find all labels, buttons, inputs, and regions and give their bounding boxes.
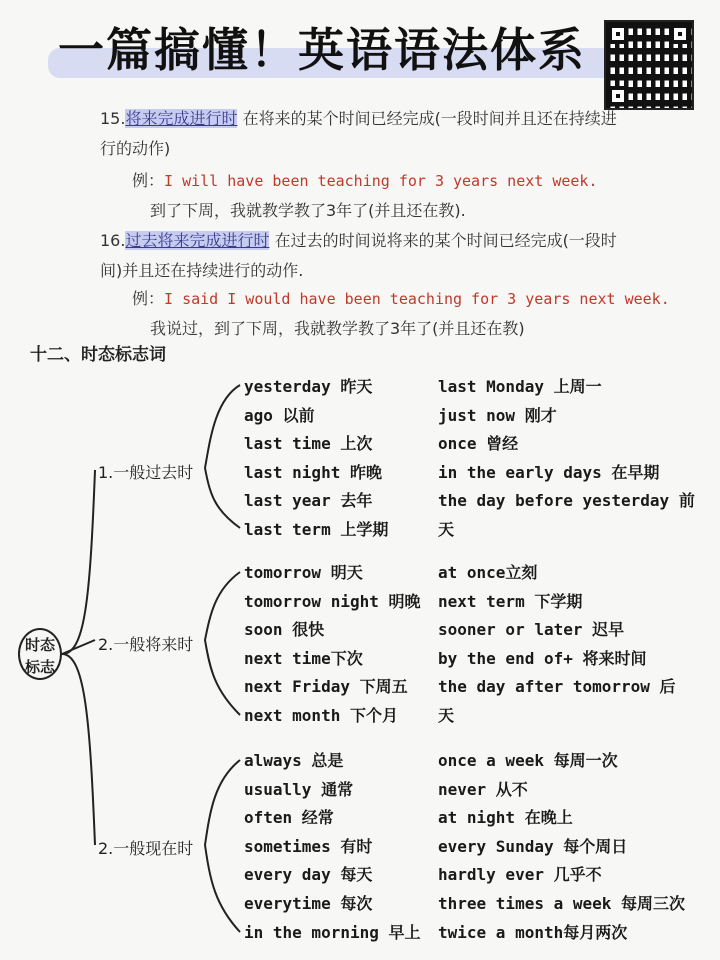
- marker-word: never 从不: [438, 779, 528, 799]
- marker-word: twice a month每月两次: [438, 922, 628, 942]
- item16-example-translation: 我说过，到了下周，我就教学教了3年了(并且还在教): [150, 319, 525, 338]
- marker-word: next time下次: [244, 648, 363, 668]
- marker-word: last term 上学期: [244, 520, 389, 539]
- marker-word: every Sunday 每个周日: [438, 836, 628, 856]
- example-english: I will have been teaching for 3 years next week.: [164, 172, 598, 190]
- marker-word: every day 每天: [244, 865, 373, 885]
- marker-word: 天: [438, 706, 455, 725]
- marker-word: last year 去年: [244, 491, 373, 511]
- marker-word: always 总是: [244, 751, 344, 770]
- tense-markers-hub: [18, 628, 62, 680]
- marker-word: by the end of+ 将来时间: [438, 648, 647, 668]
- marker-word: just now 刚才: [438, 405, 557, 425]
- example-label: 例：: [132, 171, 165, 190]
- group-label-present: 2.一般现在时: [98, 839, 194, 858]
- marker-word: three times a week 每周三次: [438, 894, 686, 913]
- marker-word: last time 上次: [244, 434, 373, 454]
- marker-word: ago 以前: [244, 405, 315, 425]
- marker-word: in the morning 早上: [244, 922, 421, 942]
- item15-definition-1: 在将来的某个时间已经完成(一段时间并且还在持续进: [242, 109, 617, 128]
- marker-word: next Friday 下周五: [244, 677, 408, 697]
- item15-definition-2: 行的动作): [100, 139, 171, 158]
- example-english: I said I would have been teaching for 3 years next week.: [164, 290, 670, 308]
- marker-word: tomorrow night 明晚: [244, 591, 421, 611]
- group-label-past: 1.一般过去时: [98, 463, 194, 482]
- marker-word: sooner or later 迟早: [438, 620, 625, 640]
- marker-word: next month 下个月: [244, 706, 398, 725]
- marker-word: usually 通常: [244, 779, 354, 799]
- marker-word: last night 昨晚: [244, 462, 382, 482]
- marker-word: once a week 每周一次: [438, 751, 618, 770]
- marker-word: once 曾经: [438, 434, 519, 454]
- item15-tense-name: 将来完成进行时: [125, 109, 238, 128]
- marker-word: next term 下学期: [438, 591, 583, 611]
- page-title: 一篇搞懂！英语语法体系: [58, 23, 586, 77]
- item16-definition-2: 间)并且还在持续进行的动作.: [100, 261, 304, 280]
- item15-example-translation: 到了下周，我就教学教了3年了(并且还在教).: [150, 201, 466, 220]
- marker-word: sometimes 有时: [244, 836, 373, 856]
- marker-word: the day after tomorrow 后: [438, 677, 676, 697]
- marker-word: in the early days 在早期: [438, 462, 660, 482]
- example-label: 例：: [132, 289, 165, 308]
- marker-word: soon 很快: [244, 620, 325, 640]
- marker-word: the day before yesterday 前: [438, 491, 695, 511]
- marker-word: at night 在晚上: [438, 808, 573, 828]
- marker-word: everytime 每次: [244, 894, 373, 913]
- marker-word: often 经常: [244, 808, 334, 828]
- marker-word: tomorrow 明天: [244, 563, 363, 582]
- marker-word: yesterday 昨天: [244, 377, 373, 396]
- marker-word: at once立刻: [438, 563, 538, 582]
- marker-word: 天: [438, 520, 455, 539]
- item16-tense-name: 过去将来完成进行时: [125, 231, 270, 250]
- marker-word: hardly ever 几乎不: [438, 865, 602, 885]
- marker-word: last Monday 上周一: [438, 377, 602, 396]
- item15-number: 15.: [100, 109, 126, 128]
- item16-definition-1: 在过去的时间说将来的某个时间已经完成(一段时: [274, 231, 617, 250]
- group-label-future: 2.一般将来时: [98, 635, 194, 654]
- section-title: 十二、时态标志词: [30, 345, 166, 365]
- item16-number: 16.: [100, 231, 126, 250]
- hub-line-1: 时态: [24, 636, 55, 654]
- hub-line-2: 标志: [24, 658, 55, 676]
